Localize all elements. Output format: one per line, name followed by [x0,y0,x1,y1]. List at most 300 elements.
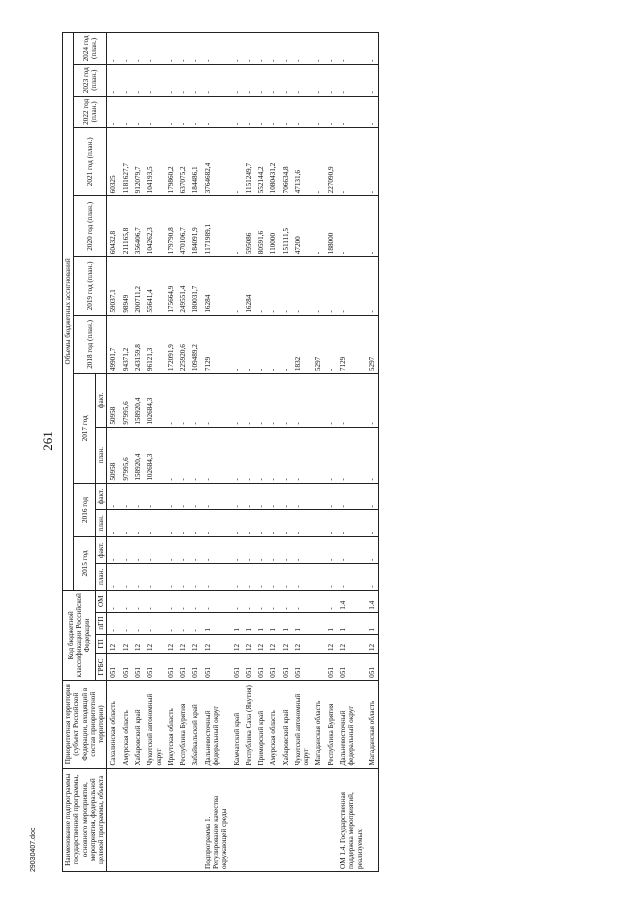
table-row [132,33,144,872]
cell-f15: - [255,537,267,564]
cell-gp: 12 [144,634,165,653]
cell-y24: - [243,33,255,65]
table-row [255,33,267,872]
cell-gp: 12 [280,634,292,653]
cell-p17: - [231,427,243,483]
cell-grbs: 051 [267,654,279,681]
cell-y18: 7129 [202,315,231,373]
cell-y23: - [337,64,366,96]
cell-gp: 12 [177,634,189,653]
cell-terr: Магаданская область [366,680,379,768]
cell-terr: Амурская область [267,680,279,768]
cell-om: - [231,590,243,612]
header-gp: ГП [96,634,107,653]
cell-f17: - [177,374,189,428]
cell-grbs: 051 [177,654,189,681]
cell-om: - [165,590,177,612]
cell-f15: - [189,537,201,564]
cell-y19: 175664,9 [165,257,177,315]
cell-f16: - [325,483,337,510]
cell-y21: 3764682,4 [202,128,231,196]
cell-pgp: - [132,612,144,634]
cell-f16: - [202,483,231,510]
cell-pgp: - [177,612,189,634]
cell-terr: Чукотский автономный округ [144,680,165,768]
cell-y20: 470106,7 [177,196,189,257]
cell-terr: Приморский край [255,680,267,768]
cell-f17 [312,374,324,428]
cell-om: - [202,590,231,612]
cell-p15: - [325,564,337,591]
cell-y21: 706634,8 [280,128,292,196]
cell-y18: - [280,315,292,373]
header-grbs: ГРБС [96,654,107,681]
cell-f17: 158920,4 [132,374,144,428]
cell-y23: - [165,64,177,96]
cell-y20: 151111,5 [280,196,292,257]
cell-y20: 595086 [243,196,255,257]
cell-y20: 179790,8 [165,196,177,257]
cell-p15: - [280,564,292,591]
cell-p17: 102684,3 [144,427,165,483]
cell-y18: - [231,315,243,373]
cell-pgp: 1 [280,612,292,634]
cell-y23: - [366,64,379,96]
cell-f17: - [202,374,231,428]
cell-y18: 225920,6 [177,315,189,373]
cell-p15: - [132,564,144,591]
table-row [189,33,201,872]
header-pgp: пГП [96,612,107,634]
cell-y23: - [312,64,324,96]
header-2019: 2019 год (план.) [74,257,107,315]
cell-om: - [189,590,201,612]
cell-f17: - [366,374,379,428]
cell-f15: - [267,537,279,564]
cell-y23: - [120,64,132,96]
cell-terr: Хабаровский край [132,680,144,768]
cell-f15: - [120,537,132,564]
cell-y22: - [366,96,379,128]
cell-y22: - [189,96,201,128]
cell-f17: - [231,374,243,428]
page-number: 261 [40,431,55,451]
cell-p17: - [337,427,366,483]
cell-grbs: 051 [165,654,177,681]
cell-y20: 110000 [267,196,279,257]
cell-f17: 102684,3 [144,374,165,428]
cell-p15: - [292,564,313,591]
cell-gp: 12 [366,634,379,653]
cell-grbs: 051 [292,654,313,681]
cell-om: - [144,590,165,612]
cell-om: - [120,590,132,612]
cell-name [165,768,177,871]
cell-name [280,768,292,871]
header-2015-fact: факт. [96,537,107,564]
cell-y19: - [231,257,243,315]
cell-f16 [312,483,324,510]
cell-pgp: - [189,612,201,634]
table-row [267,33,279,872]
cell-y21: 60325 [107,128,120,196]
cell-y18: 172091,9 [165,315,177,373]
cell-y19: 98949 [120,257,132,315]
header-2020: 2020 год (план.) [74,196,107,257]
cell-p15: - [165,564,177,591]
cell-gp: 12 [189,634,201,653]
table-row [165,33,177,872]
cell-y21: 47131,6 [292,128,313,196]
header-2017: 2017 год [74,374,96,484]
table-header [63,33,107,872]
cell-f15: - [132,537,144,564]
cell-y19: - [267,257,279,315]
header-territory: Приоритетная территория (субъект Российской Федерации, входящий в состав приоритетной территории) [63,680,107,768]
cell-gp: 12 [107,634,120,653]
cell-pgp [312,612,324,634]
cell-om: - [243,590,255,612]
cell-p15: - [231,564,243,591]
cell-p17 [312,427,324,483]
cell-y20: 356406,7 [132,196,144,257]
cell-f15: - [231,537,243,564]
table-row [312,33,324,872]
header-2022: 2022 год (план.) [74,96,107,128]
cell-gp: 12 [267,634,279,653]
header-2017-fact: факт. [96,374,107,428]
cell-y24: - [325,33,337,65]
cell-pgp: - [120,612,132,634]
cell-y21: 1080431,2 [267,128,279,196]
cell-terr: Дальневосточный федеральный округ [202,680,231,768]
table-row [120,33,132,872]
cell-y22: - [337,96,366,128]
cell-y20: 211165,8 [120,196,132,257]
cell-terr: Дальневосточный федеральный округ [337,680,366,768]
cell-pgp: 1 [325,612,337,634]
cell-y20: 80591,6 [255,196,267,257]
cell-f16: - [255,483,267,510]
cell-p16: - [366,510,379,537]
cell-pgp: - [144,612,165,634]
header-name: Наименование подпрограммы государственной программы, основного мероприятия, мероприятия, федеральной целевой программы, объекта [63,768,107,871]
cell-terr: Хабаровский край [280,680,292,768]
cell-pgp: 1 [255,612,267,634]
cell-f15: - [165,537,177,564]
budget-table [62,32,379,872]
cell-p15: - [120,564,132,591]
cell-y24: - [107,33,120,65]
cell-terr: Забайкальский край [189,680,201,768]
cell-p16: - [177,510,189,537]
cell-y22: - [312,96,324,128]
cell-gp: 12 [243,634,255,653]
cell-p16: - [165,510,177,537]
cell-p15: - [366,564,379,591]
cell-y23: - [189,64,201,96]
cell-name [107,768,120,871]
cell-f17: - [165,374,177,428]
cell-p16: - [280,510,292,537]
cell-y20: - [312,196,324,257]
cell-y22: - [202,96,231,128]
cell-p15: - [337,564,366,591]
cell-p16: - [337,510,366,537]
cell-grbs [312,654,324,681]
cell-y23: - [177,64,189,96]
cell-om: - [292,590,313,612]
cell-gp: 12 [202,634,231,653]
cell-p17: - [292,427,313,483]
cell-f15: - [107,537,120,564]
cell-pgp: 1 [267,612,279,634]
cell-gp: 12 [255,634,267,653]
cell-pgp: 1 [202,612,231,634]
cell-f17: - [337,374,366,428]
cell-pgp: 1 [337,612,366,634]
cell-y20: 1171989,1 [202,196,231,257]
cell-y19: - [366,257,379,315]
cell-y19: - [255,257,267,315]
cell-terr: Республика Саха (Якутия) [243,680,255,768]
cell-name [177,768,189,871]
cell-y24: - [292,33,313,65]
cell-terr: Иркутская область [165,680,177,768]
cell-y23: - [255,64,267,96]
header-om: ОМ [96,590,107,612]
cell-terr: Республика Бурятия [325,680,337,768]
cell-p16: - [231,510,243,537]
cell-p15: - [189,564,201,591]
cell-p15: - [267,564,279,591]
cell-y18: 5297 [366,315,379,373]
cell-grbs: 051 [255,654,267,681]
table-row [292,33,313,872]
cell-f16: - [366,483,379,510]
cell-p17: - [280,427,292,483]
cell-y18: 96121,3 [144,315,165,373]
cell-y23: - [267,64,279,96]
cell-f15: - [292,537,313,564]
cell-p15: - [107,564,120,591]
cell-p15: - [202,564,231,591]
cell-y24: - [337,33,366,65]
cell-p16: - [189,510,201,537]
table-row [231,33,243,872]
cell-y18: 7129 [337,315,366,373]
header-2015-plan: план. [96,564,107,591]
cell-y22: - [292,96,313,128]
cell-y22: - [255,96,267,128]
cell-y23: - [132,64,144,96]
cell-y18: - [243,315,255,373]
cell-f16: - [132,483,144,510]
cell-p16: - [132,510,144,537]
cell-y19: 55641,4 [144,257,165,315]
cell-f16: - [337,483,366,510]
header-budget-code: Код бюджетной классификации Российской Федерации [63,590,96,680]
cell-y20: 184091,9 [189,196,201,257]
cell-grbs: 051 [243,654,255,681]
cell-y20: - [337,196,366,257]
cell-y24: - [132,33,144,65]
cell-grbs: 051 [337,654,366,681]
cell-y24: - [280,33,292,65]
cell-p16: - [120,510,132,537]
cell-om [312,590,324,612]
cell-gp: 12 [165,634,177,653]
cell-y19: - [312,257,324,315]
cell-y20: 104262,3 [144,196,165,257]
cell-terr: Амурская область [120,680,132,768]
cell-y18: - [267,315,279,373]
cell-y18: 1832 [292,315,313,373]
cell-p16: - [325,510,337,537]
cell-f15: - [325,537,337,564]
cell-f17: - [189,374,201,428]
cell-f16: - [280,483,292,510]
cell-pgp: 1 [243,612,255,634]
cell-y22: - [231,96,243,128]
cell-terr: Чукотский автономный округ [292,680,313,768]
cell-name: Подпрограмма 1. Регулирование качества окружающей среды [202,768,231,871]
header-2018: 2018 год (план.) [74,315,107,373]
cell-y22: - [132,96,144,128]
cell-f15: - [202,537,231,564]
cell-om: - [267,590,279,612]
cell-gp: 12 [325,634,337,653]
cell-f16: - [267,483,279,510]
cell-gp: 12 [337,634,366,653]
cell-f16: - [189,483,201,510]
cell-p16: - [202,510,231,537]
cell-p17: - [366,427,379,483]
cell-y20: 47200 [292,196,313,257]
cell-terr: Магаданская область [312,680,324,768]
cell-y21: 104193,5 [144,128,165,196]
cell-grbs: 051 [144,654,165,681]
rotated-table-container [62,32,618,872]
cell-om: - [280,590,292,612]
cell-f15 [312,537,324,564]
header-2017-plan: план. [96,427,107,483]
cell-name [366,768,379,871]
cell-y22: - [120,96,132,128]
cell-y24: - [177,33,189,65]
cell-p15: - [177,564,189,591]
cell-y19: - [337,257,366,315]
cell-y23: - [202,64,231,96]
cell-p16 [312,510,324,537]
cell-name [325,768,337,871]
cell-f15: - [144,537,165,564]
cell-p17: - [255,427,267,483]
cell-f16: - [243,483,255,510]
cell-name [132,768,144,871]
cell-f15: - [177,537,189,564]
header-2015: 2015 год [74,537,96,591]
cell-y21: 637075,2 [177,128,189,196]
cell-om: - [107,590,120,612]
cell-p17: - [165,427,177,483]
cell-p17: 158920,4 [132,427,144,483]
header-2023: 2023 год (план.) [74,64,107,96]
cell-p15: - [243,564,255,591]
cell-y21: 184486,1 [189,128,201,196]
cell-y23: - [280,64,292,96]
cell-f15: - [243,537,255,564]
header-2016: 2016 год [74,483,96,537]
cell-terr: Республика Бурятия [177,680,189,768]
cell-y18: 94371,2 [120,315,132,373]
table-row [144,33,165,872]
cell-y18: 243159,8 [132,315,144,373]
cell-p17: - [325,427,337,483]
cell-grbs: 051 [325,654,337,681]
cell-y22: - [325,96,337,128]
cell-y23: - [325,64,337,96]
cell-y21: 1181627,7 [120,128,132,196]
cell-pgp: 1 [292,612,313,634]
cell-y21: 227090,9 [325,128,337,196]
cell-y24: - [231,33,243,65]
cell-y22: - [107,96,120,128]
cell-y19: - [292,257,313,315]
cell-f17: - [280,374,292,428]
cell-f17: 97995,6 [120,374,132,428]
cell-y24: - [120,33,132,65]
cell-y21: - [366,128,379,196]
table-row [280,33,292,872]
cell-grbs: 051 [120,654,132,681]
cell-y22: - [267,96,279,128]
cell-f16: - [231,483,243,510]
cell-y23: - [144,64,165,96]
cell-gp: 12 [231,634,243,653]
cell-p16: - [255,510,267,537]
cell-terr: Сахалинская область [107,680,120,768]
cell-y24: - [165,33,177,65]
cell-y19: 180031,7 [189,257,201,315]
cell-grbs: 051 [202,654,231,681]
cell-y20: 60432,8 [107,196,120,257]
cell-y18: 5297 [312,315,324,373]
cell-y24: - [366,33,379,65]
cell-gp: 12 [292,634,313,653]
header-2016-plan: план. [96,510,107,537]
cell-y21: - [312,128,324,196]
cell-p17: - [243,427,255,483]
cell-f17: - [292,374,313,428]
cell-name [189,768,201,871]
cell-f17: - [325,374,337,428]
cell-terr: Камчатский край [231,680,243,768]
cell-y24: - [202,33,231,65]
cell-y23: - [292,64,313,96]
cell-y22: - [177,96,189,128]
cell-y24: - [144,33,165,65]
cell-pgp: - [165,612,177,634]
cell-y20: - [231,196,243,257]
cell-p17: 50958 [107,427,120,483]
cell-y24: - [189,33,201,65]
cell-name: ОМ 1.4. Государственная поддержка мероприятий, реализуемых [337,768,366,871]
cell-p15: - [255,564,267,591]
cell-gp: 12 [120,634,132,653]
cell-y21: 912079,7 [132,128,144,196]
cell-y24: - [312,33,324,65]
